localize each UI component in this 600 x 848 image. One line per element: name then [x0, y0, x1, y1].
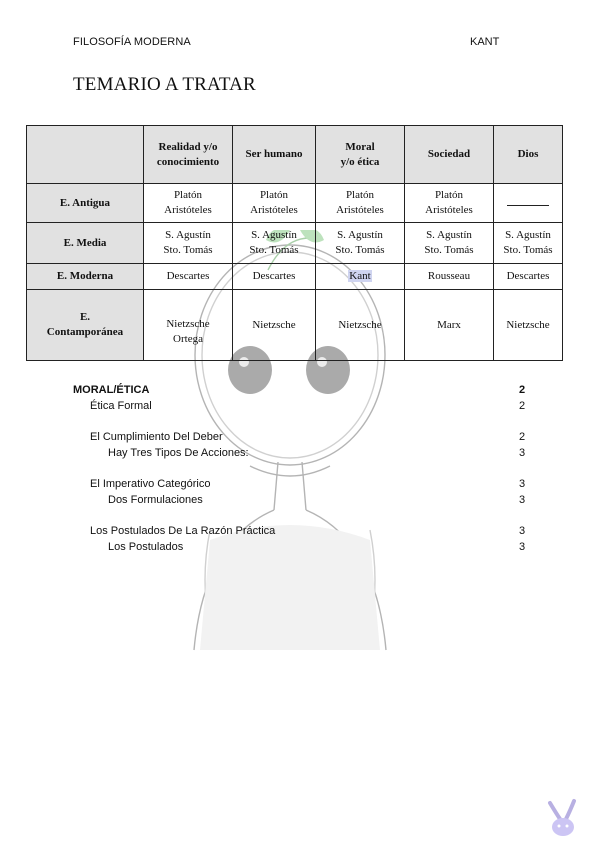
- toc-entry[interactable]: Ética Formal 2: [90, 399, 526, 412]
- column-header: Moral y/o ética: [316, 126, 405, 184]
- toc-page-number: 3: [519, 493, 526, 506]
- toc-page-number: 2: [519, 399, 526, 412]
- row-header: E. Moderna: [27, 264, 144, 290]
- row-header: E. Media: [27, 223, 144, 264]
- table-row: [27, 264, 563, 290]
- table-cell: S. Agustín Sto. Tomás: [233, 223, 316, 264]
- table-cell: S. Agustín Sto. Tomás: [405, 223, 494, 264]
- table-cell: S. Agustín Sto. Tomás: [494, 223, 563, 264]
- column-header: Dios: [494, 126, 563, 184]
- toc-entry[interactable]: Dos Formulaciones 3: [108, 493, 526, 506]
- page-title: TEMARIO A TRATAR: [73, 74, 256, 95]
- row-header: E. Contamporánea: [27, 290, 144, 361]
- toc-page-number: 2: [519, 384, 526, 396]
- table-row: [27, 223, 563, 264]
- table-cell: Rousseau: [405, 264, 494, 290]
- header-author: KANT: [470, 36, 500, 48]
- table-cell: [316, 264, 405, 290]
- toc-page-number: 3: [519, 540, 526, 553]
- table-corner-cell: [27, 126, 144, 184]
- table-cell: Nietzsche: [316, 290, 405, 361]
- toc-entry[interactable]: MORAL/ÉTICA 2: [73, 384, 526, 396]
- column-header: Realidad y/o conocimiento: [144, 126, 233, 184]
- toc-page-number: 3: [519, 478, 526, 490]
- table-header-row: [27, 126, 563, 184]
- toc-page-number: 2: [519, 431, 526, 443]
- table-cell: S. Agustín Sto. Tomás: [144, 223, 233, 264]
- table-cell: Platón Aristóteles: [316, 184, 405, 223]
- table-cell: Nietzsche: [233, 290, 316, 361]
- column-header: Ser humano: [233, 126, 316, 184]
- table-cell: Platón Aristóteles: [144, 184, 233, 223]
- highlighted-kant: Kant: [349, 270, 371, 282]
- column-header: Sociedad: [405, 126, 494, 184]
- toc-entry[interactable]: Los Postulados De La Razón Práctica 3: [90, 525, 526, 537]
- toc-page-number: 3: [519, 446, 526, 459]
- table-cell: Platón Aristóteles: [233, 184, 316, 223]
- table-cell: Nietzsche: [494, 290, 563, 361]
- empty-dash: [507, 199, 549, 206]
- philosophy-periods-table: [26, 125, 563, 361]
- table-row: [27, 290, 563, 361]
- rabbit-logo-icon: [540, 795, 585, 840]
- table-of-contents: [0, 384, 600, 556]
- toc-page-number: 3: [519, 525, 526, 537]
- table-cell-empty: [494, 184, 563, 223]
- header-subject: FILOSOFÍA MODERNA: [73, 36, 191, 48]
- table-cell: Descartes: [233, 264, 316, 290]
- toc-entry[interactable]: El Imperativo Categórico 3: [90, 478, 526, 490]
- toc-entry[interactable]: El Cumplimiento Del Deber 2: [90, 431, 526, 443]
- table-cell: Descartes: [494, 264, 563, 290]
- toc-entry[interactable]: Los Postulados 3: [108, 540, 526, 553]
- toc-entry[interactable]: Hay Tres Tipos De Acciones: 3: [108, 446, 526, 459]
- table-cell: Platón Aristóteles: [405, 184, 494, 223]
- table-cell: Marx: [405, 290, 494, 361]
- table-cell: S. Agustín Sto. Tomás: [316, 223, 405, 264]
- table-row: [27, 184, 563, 223]
- table-cell: Descartes: [144, 264, 233, 290]
- row-header: E. Antigua: [27, 184, 144, 223]
- table-cell: Nietzsche Ortega: [144, 290, 233, 361]
